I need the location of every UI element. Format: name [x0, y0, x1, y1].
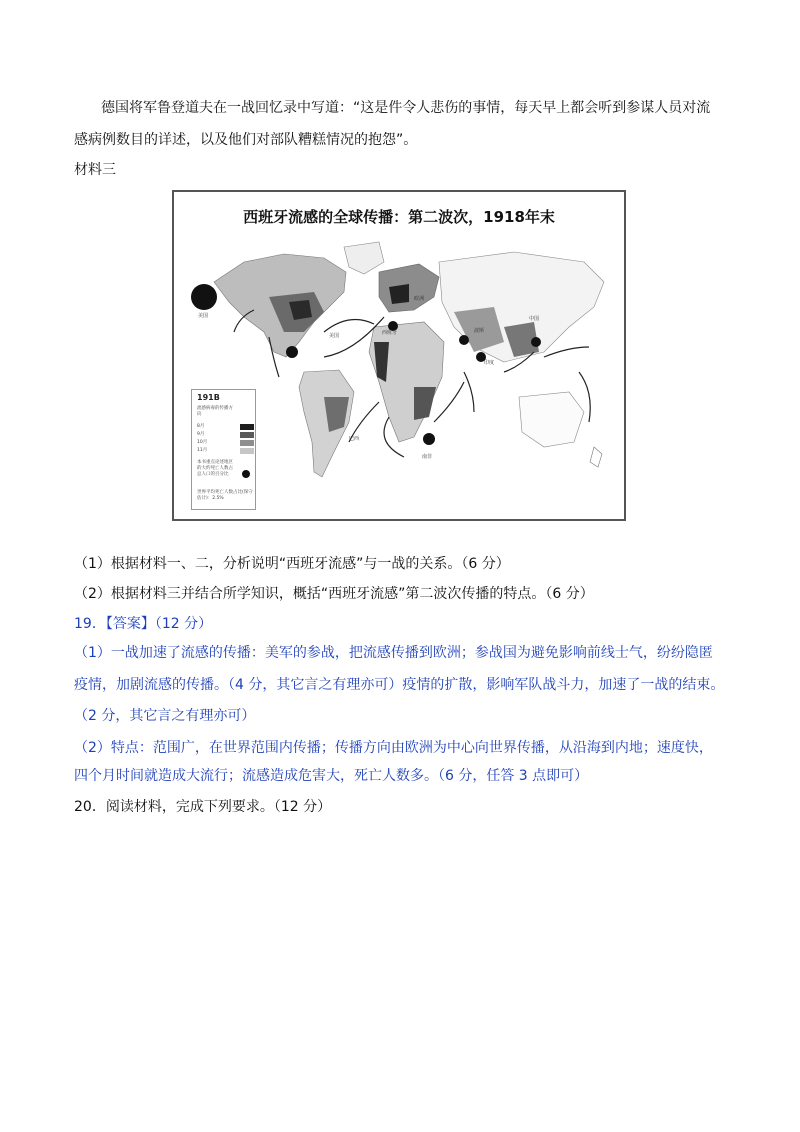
svg-text:西班牙: 西班牙 [382, 330, 398, 336]
paragraph-line: 德国将军鲁登道夫在一战回忆录中写道：“这是件令人悲伤的事情，每天早上都会听到参谋人员对流 [101, 100, 711, 116]
answer-line: 疫情，加剧流感的传播。（4 分，其它言之有理亦可）疫情的扩散，影响军队战斗力，加速了一战的结束。 [74, 677, 725, 693]
spanish-flu-map [172, 190, 626, 521]
legend-month: 9月 [197, 432, 205, 437]
map-title: 西班牙流感的全球传播：第二波次，1918年末 [243, 208, 555, 226]
svg-text:中国: 中国 [529, 316, 540, 322]
svg-text:美国: 美国 [329, 333, 340, 339]
legend-month: 8月 [197, 424, 205, 429]
answer-line: （2 分，其它言之有理亦可） [74, 708, 256, 724]
map-legend [191, 389, 256, 510]
svg-text:美国: 美国 [198, 313, 209, 319]
question-20-heading: 20．阅读材料，完成下列要求。（12 分） [74, 799, 332, 815]
legend-swatch-nov [240, 448, 254, 454]
answer-line: （1）一战加速了流感的传播：美军的参战，把流感传播到欧洲；参战国为避免影响前线士气，纷纷隐匿 [74, 645, 713, 661]
svg-text:波斯: 波斯 [474, 328, 485, 334]
svg-text:欧洲: 欧洲 [414, 296, 425, 302]
legend-swatch-aug [240, 424, 254, 430]
answer-heading: 19．【答案】（12 分） [74, 616, 213, 632]
legend-footnote: 世界平均死亡人数占比(保守估计)：2.5% [197, 490, 253, 501]
material-label: 材料三 [74, 162, 116, 178]
svg-text:印度: 印度 [484, 360, 495, 366]
svg-text:巴西: 巴西 [349, 436, 360, 442]
question-1: （1）根据材料一、二，分析说明“西班牙流感”与一战的关系。（6 分） [74, 556, 510, 572]
question-2: （2）根据材料三并结合所学知识，概括“西班牙流感”第二波次传播的特点。（6 分） [74, 586, 594, 602]
legend-month: 11月 [197, 448, 208, 453]
legend-swatch-sep [240, 432, 254, 438]
answer-line: 四个月时间就造成大流行；流感造成危害大，死亡人数多。（6 分，任答 3 点即可） [74, 768, 589, 784]
legend-dot-label: 本书重点论述地区的大约死亡人数占总人口的百分比 [197, 460, 233, 477]
legend-year: 191B [197, 393, 220, 402]
legend-swatch-oct [240, 440, 254, 446]
legend-dot-icon [242, 470, 250, 478]
answer-line: （2）特点：范围广，在世界范围内传播；传播方向由欧洲为中心向世界传播，从沿海到内地；速度快， [74, 740, 713, 756]
legend-direction-label: 流感病毒的传播方向 [197, 406, 233, 417]
paragraph-line: 感病例数目的详述，以及他们对部队糟糕情况的抱怨”。 [74, 132, 418, 148]
legend-month: 10月 [197, 440, 208, 445]
svg-text:南非: 南非 [422, 454, 433, 460]
